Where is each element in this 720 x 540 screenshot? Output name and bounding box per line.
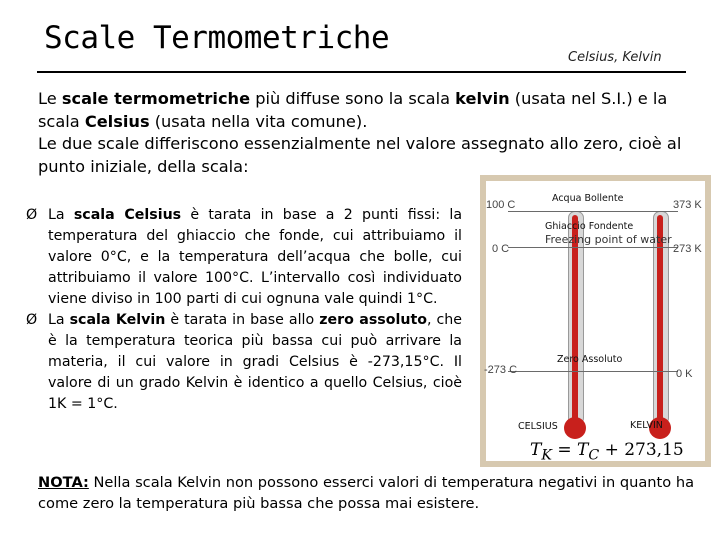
slide-title: Scale Termometriche	[44, 20, 390, 56]
absolute-zero-line	[508, 371, 678, 372]
label-ice: Ghiaccio Fondente	[545, 221, 634, 232]
label-freezing-point: Freezing point of water	[545, 233, 672, 246]
note-text: Nella scala Kelvin non possono esserci valori di temperatura negativi in quanto ha come zero la temperatura più bassa che possa mai esistere.	[38, 474, 695, 512]
bullet-list	[26, 205, 462, 415]
bullet-arrow-icon: Ø	[26, 207, 38, 223]
intro-paragraph-1: Le scale termometriche più diffuse sono la scala kelvin (usata nel S.I.) e la scala Celsius (usata nella vita comune).	[38, 89, 668, 131]
title-divider	[37, 71, 686, 73]
tick-minus273c: -273 C	[484, 364, 518, 376]
bullet-celsius: Ø La scala Celsius è tarata in base a 2 punti fissi: la temperatura del ghiaccio che fonde, cui attribuiamo il valore 0°C, e la temperatura dell’acqua che bolle, cui attribuiamo il valore 100°C. L’intervallo così individuato viene diviso in 100 parti di cui ognuna vale quindi 1°C.	[26, 207, 463, 307]
intro-paragraph-2: Le due scale differiscono essenzialmente nel valore assegnato allo zero, cioè al punto iniziale, della scala:	[38, 134, 682, 176]
note-block	[38, 473, 702, 514]
tick-273k: 273 K	[673, 243, 702, 255]
tick-373k: 373 K	[673, 199, 702, 211]
label-absolute-zero: Zero Assoluto	[557, 354, 623, 365]
note-label: NOTA:	[38, 474, 89, 491]
tick-0c: 0 C	[492, 243, 510, 255]
bullet-arrow-icon: Ø	[26, 312, 38, 328]
tick-100c: 100 C	[486, 199, 516, 211]
freezing-line	[508, 247, 678, 248]
label-kelvin: KELVIN	[630, 420, 663, 431]
boiling-line	[508, 211, 678, 212]
intro-text	[38, 88, 698, 178]
celsius-bulb	[564, 417, 586, 439]
label-celsius: CELSIUS	[518, 421, 558, 432]
label-boiling: Acqua Bollente	[552, 193, 624, 204]
conversion-formula: $T_K = T_C + 273,15$	[530, 440, 684, 464]
tick-0k: 0 K	[676, 368, 693, 380]
slide-subtitle: Celsius, Kelvin	[568, 50, 662, 65]
thermometer-figure	[480, 175, 710, 465]
figure-frame	[480, 175, 711, 467]
bullet-kelvin: Ø La scala Kelvin è tarata in base allo zero assoluto, che è la temperatura teorica più bassa cui può arrivare la materia, il cui valore in gradi Celsius è -273,15°C. Il valore di un grado Kelvin è identico a quello Celsius, cioè 1K = 1°C.	[26, 312, 463, 412]
